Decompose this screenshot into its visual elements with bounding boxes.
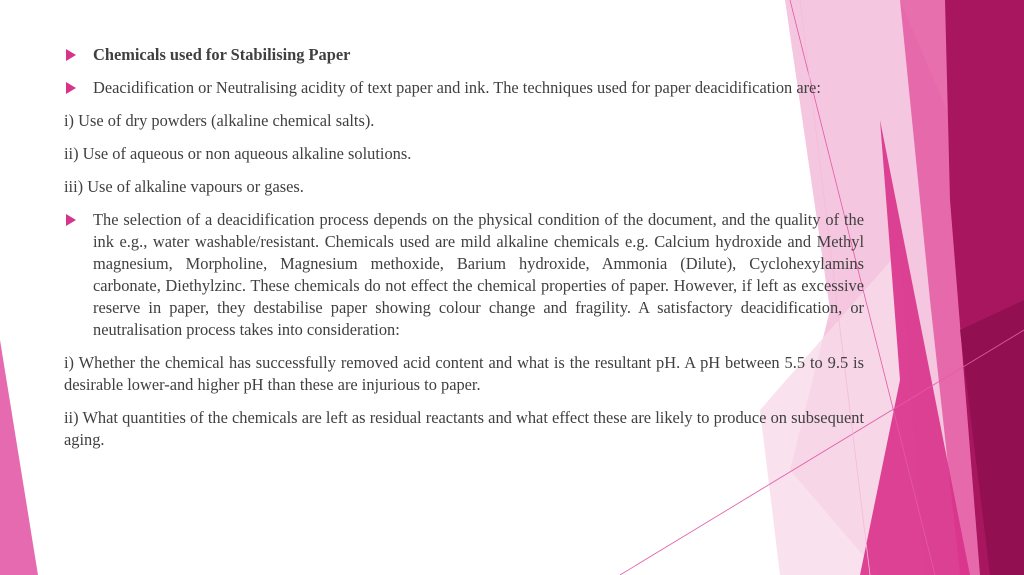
bullet-item xyxy=(64,44,864,66)
bullet-arrow-icon xyxy=(66,82,76,94)
bullet-arrow-icon xyxy=(66,49,76,61)
technique-line: iii) Use of alkaline vapours or gases. xyxy=(64,177,304,196)
consideration-line: i) Whether the chemical has successfully removed acid content and what is the resultant pH. A pH between 5.5 to 9.5 is desirable lower-and higher pH than these are injurious to paper. xyxy=(64,353,864,394)
left-accent-shape xyxy=(0,340,38,575)
technique-line: ii) Use of aqueous or non aqueous alkaline solutions. xyxy=(64,144,412,163)
bullet-arrow-icon xyxy=(66,214,76,226)
bullet-text: Deacidification or Neutralising acidity of text paper and ink. The techniques used for paper deacidification are: xyxy=(93,78,821,97)
bullet-text: The selection of a deacidification process depends on the physical condition of the document, and the quality of the ink e.g., water washable/resistant. Chemicals used are mild alkaline chemicals e.g. Calcium hydroxide and Methyl magnesium, Morpholine, Magnesium methoxide, Barium hydroxide, Ammonia (Dilute), Cyclohexylamins carbonate, Diethylzinc. These chemicals do not effect the chemical properties of paper. However, if left as excessive reserve in paper, they destabilise paper showing colour change and fragility. A satisfactory deacidification, or neutralisation process takes into consideration: xyxy=(93,210,864,339)
technique-line: i) Use of dry powders (alkaline chemical salts). xyxy=(64,111,375,130)
bullet-item xyxy=(64,209,864,341)
consideration-line: ii) What quantities of the chemicals are left as residual reactants and what effect these are likely to produce on subsequent aging. xyxy=(64,408,864,449)
bullet-item xyxy=(64,77,864,99)
section-heading: Chemicals used for Stabilising Paper xyxy=(93,45,351,64)
slide-content xyxy=(64,44,864,462)
